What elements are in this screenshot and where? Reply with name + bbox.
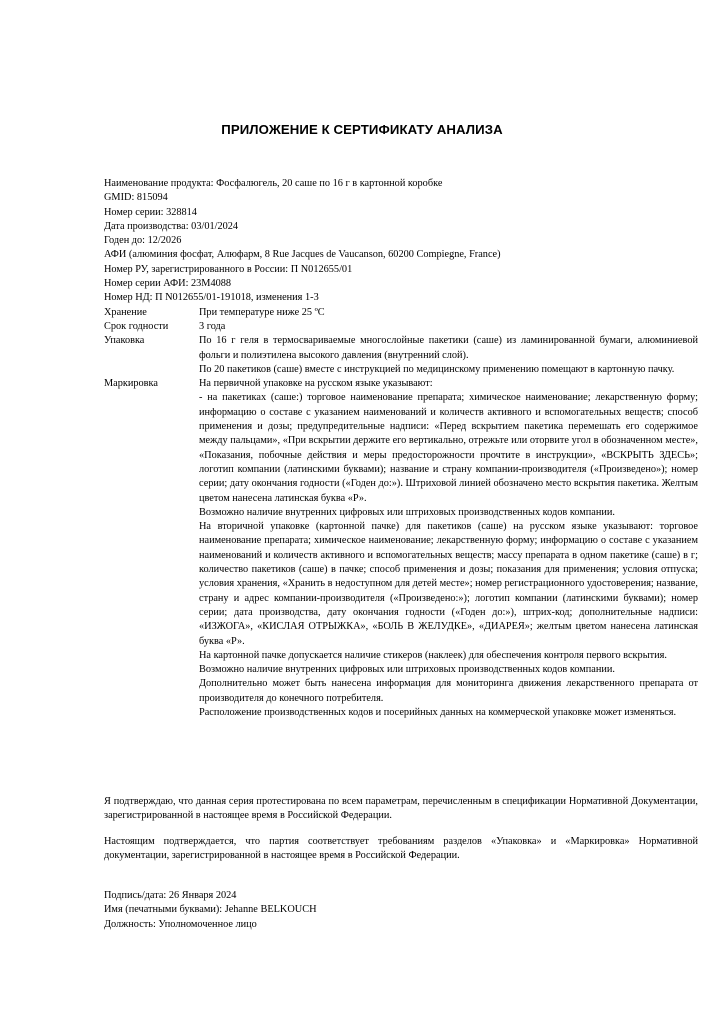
storage-label: Хранение [104, 306, 147, 318]
signature-block [104, 889, 698, 932]
marking-paragraph: На первичной упаковке на русском языке указывают: [199, 378, 433, 390]
marking-paragraph: Возможно наличие внутренних цифровых или штриховых производственных кодов компании. [199, 506, 615, 518]
confirmation-statement-1: Я подтверждаю, что данная серия протестирована по всем параметрам, перечисленным в спецификации Нормативной Документации, зарегистрированной в настоящее время в Российской Федерации. [104, 796, 698, 822]
api-batch-line: Номер серии АФИ: 23M4088 [104, 278, 232, 290]
product-name-line: Наименование продукта: Фосфалюгель, 20 саше по 16 г в картонной коробке [104, 178, 443, 189]
packaging-paragraph: По 20 пакетиков (саше) вместе с инструкцией по медицинскому применению помещают в картонную пачку. [199, 363, 675, 375]
batch-number-line: Номер серии: 328814 [104, 206, 197, 218]
nd-number-line: Номер НД: П N012655/01-191018, изменения 1-3 [104, 292, 319, 304]
marking-paragraph: Дополнительно может быть нанесена информация для мониторинга движения лекарственного препарата от производителя до конечного потребителя. [199, 678, 698, 704]
shelf-life-label: Срок годности [104, 320, 169, 332]
marking-label: Маркировка [104, 378, 158, 390]
marking-text [199, 377, 698, 720]
signatory-position-line: Должность: Уполномоченное лицо [104, 918, 257, 930]
shelf-life-row [104, 320, 698, 334]
expiry-date-line: Годен до: 12/2026 [104, 235, 182, 247]
packaging-text [199, 334, 698, 377]
signatory-name-line: Имя (печатными буквами): Jehanne BELKOUCH [104, 904, 317, 916]
registration-number-line: Номер РУ, зарегистрированного в России: П N012655/01 [104, 263, 353, 275]
packaging-paragraph: По 16 г геля в термосвариваемые многослойные пакетики (саше) из ламинированной бумаги, алюминиевой фольги и полиэтилена высокого давления (внутренний слой). [199, 335, 698, 361]
shelf-life-value: 3 года [199, 320, 226, 332]
storage-value: При температуре ниже 25 ºC [199, 306, 325, 318]
confirmation-statement-2: Настоящим подтверждается, что партия соответствует требованиям разделов «Упаковка» и «Маркировка» Нормативной документации, зарегистрированной в настоящее время в Российской Федерации. [104, 836, 698, 862]
gmid-line: GMID: 815094 [104, 192, 168, 204]
marking-paragraph: Расположение производственных кодов и посерийных данных на коммерческой упаковке может изменяться. [199, 706, 677, 718]
marking-paragraph: На картонной пачке допускается наличие стикеров (наклеек) для обеспечения контроля первого вскрытия. [199, 649, 667, 661]
packaging-row [104, 334, 698, 377]
marking-row [104, 377, 698, 720]
production-date-line: Дата производства: 03/01/2024 [104, 220, 239, 232]
product-info-block [104, 177, 698, 720]
signature-date-line: Подпись/дата: 26 Января 2024 [104, 890, 237, 901]
marking-paragraph: - на пакетиках (саше:) торговое наименование препарата; химическое наименование; лекарственную форму; информацию о составе с указанием наименований и количеств активного и вспомогательных веществ; способ применения и дозы; предупредительные надписи: «Перед вскрытием пакетика перемешать его содержимое между пальцами», «При вскрытии держите его вертикально, отрежьте или оторвите угол в обозначенном месте», «Показания, побочные действия и меры предосторожности прочтите в инструкции», «ВСКРЫТЬ ЗДЕСЬ»; логотип компании (латинскими буквами); название и страну компании-производителя («Произведено»); номер серии; дату окончания годности («Годен до:»). Штриховой линией обозначено место вскрытия пакетика. Желтым цветом нанесена латинская буква «Р». [199, 392, 698, 504]
api-line: АФИ (алюминия фосфат, Алюфарм, 8 Rue Jacques de Vaucanson, 60200 Compiegne, France) [104, 249, 501, 261]
storage-row [104, 306, 698, 320]
page-title: ПРИЛОЖЕНИЕ К СЕРТИФИКАТУ АНАЛИЗА [221, 122, 503, 137]
marking-paragraph: На вторичной упаковке (картонной пачке) для пакетиков (саше) на русском языке указывают: торговое наименование препарата; химическое наименование; лекарственную форму; информацию о составе с указанием наименований и количеств активного и вспомогательных веществ; массу препарата в одном пакетике (саше) в г; количество пакетиков (саше) в пачке; способ применения и дозы; показания для применения; условия отпуска; условия хранения, «Хранить в недоступном для детей месте»; номер регистрационного удостоверения; название, страну и адрес компании-производителя («Произведено:»); логотип компании (латинскими буквами); номер серии; дата производства, дату окончания годности («Годен до:»), штрих-код; дополнительные надписи: «ИЗЖОГА», «КИСЛАЯ ОТРЫЖКА», «БОЛЬ В ЖЕЛУДКЕ», «ДИАРЕЯ»; желтым цветом нанесена латинская буква «Р». [199, 521, 698, 647]
marking-paragraph: Возможно наличие внутренних цифровых или штриховых производственных кодов компании. [199, 664, 615, 676]
packaging-label: Упаковка [104, 335, 145, 347]
